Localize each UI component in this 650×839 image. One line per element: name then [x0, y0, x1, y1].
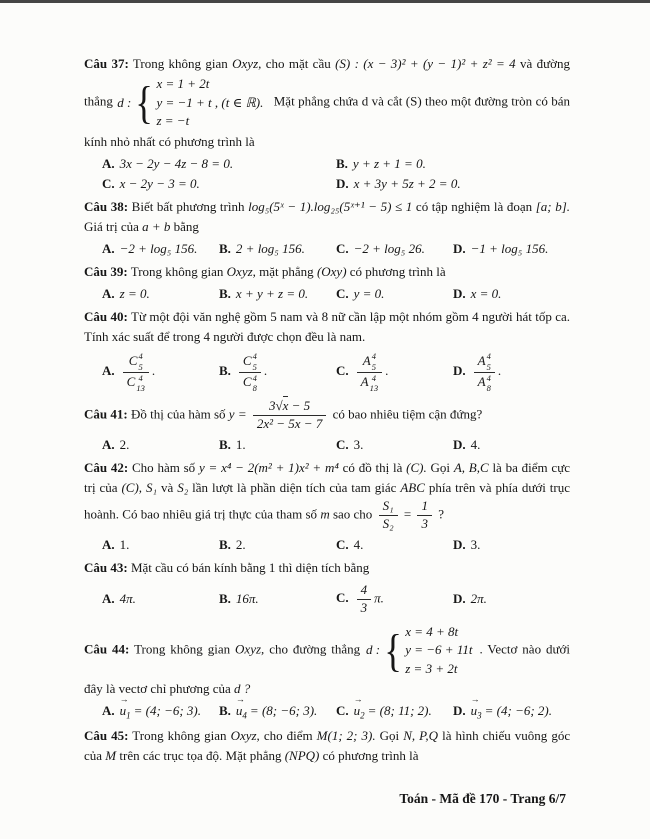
option-letter: D. — [453, 703, 466, 719]
option-letter: D. — [453, 436, 466, 452]
vector-arrow: → — [119, 694, 129, 705]
option-text: 2 + log₅ 156. — [235, 240, 305, 256]
option-b — [219, 437, 336, 453]
option-letter: C. — [102, 175, 115, 191]
vector-letter: u — [119, 703, 127, 719]
option-letter: B. — [219, 436, 231, 452]
subscript: 8 — [486, 382, 491, 393]
options-row — [84, 694, 570, 721]
vector-arrow: → — [353, 694, 363, 705]
math-expression: Oxyz, — [235, 641, 265, 657]
combination-scripts — [138, 351, 142, 371]
combination-symbol — [243, 351, 257, 371]
equation-system — [117, 75, 263, 130]
combination-scripts — [253, 373, 257, 393]
combination-letter: C — [126, 374, 136, 390]
options-row — [84, 286, 570, 302]
question-number: Câu 42: — [84, 459, 129, 475]
system-equations — [405, 623, 472, 678]
fraction — [357, 582, 372, 617]
statement-text: Trong không gian — [132, 56, 228, 71]
option-b — [219, 241, 336, 257]
statement-text: và — [160, 480, 174, 496]
system-variable-label: d : — [117, 94, 132, 110]
subscript: 13 — [136, 382, 145, 393]
question-number: Câu 38: — [84, 198, 129, 214]
option-d — [453, 437, 570, 453]
option-text: 3. — [353, 436, 364, 452]
math-expression: m — [320, 506, 330, 522]
statement-text: Gọi — [430, 459, 451, 475]
option-letter: B. — [219, 703, 231, 719]
system-equations — [156, 75, 263, 130]
combination-letter: C — [128, 353, 138, 369]
option-letter: D. — [453, 286, 466, 302]
option-d — [453, 591, 570, 607]
system-equation-line: x = 4 + 8t — [405, 623, 459, 639]
option-letter: D. — [453, 591, 466, 607]
question-statement — [84, 197, 570, 237]
combination-letter: C — [242, 374, 252, 390]
option-letter: C. — [336, 240, 349, 256]
math-expression: (NPQ) — [284, 748, 320, 764]
question-statement — [84, 262, 570, 282]
statement-text: Mặt cầu có bán kính bằng 1 thì diện tích bằng — [130, 559, 370, 575]
question-44 — [84, 622, 570, 721]
radicand: x — [282, 398, 289, 414]
superscript: 4 — [486, 351, 491, 362]
combination-symbol — [361, 373, 378, 393]
system-equation-line: y = −1 + t , (t ∈ ℝ). — [156, 94, 264, 110]
subscript: 8 — [252, 382, 257, 393]
statement-text: Gọi — [379, 727, 400, 743]
math-expression: [a; b]. — [535, 198, 571, 214]
fraction — [474, 351, 495, 393]
combination-letter: A — [360, 374, 369, 390]
statement-text: cho đường thẳng — [269, 641, 361, 657]
statement-text: có bao nhiêu tiệm cận đứng? — [332, 406, 483, 422]
option-letter: B. — [219, 286, 231, 302]
option-letter: D. — [453, 240, 466, 256]
math-expression: N, P,Q — [403, 727, 439, 743]
question-number: Câu 45: — [84, 727, 129, 743]
math-expression: − 5 — [291, 398, 311, 414]
option-c — [336, 537, 453, 553]
superscript: 4 — [486, 372, 491, 383]
option-b — [219, 537, 336, 553]
options-row — [84, 537, 570, 553]
math-expression: d ? — [234, 681, 251, 697]
fraction-numerator — [474, 351, 495, 371]
option-c — [336, 241, 453, 257]
option-a — [102, 591, 219, 607]
option-d — [453, 351, 570, 393]
option-text: x − 2y − 3 = 0. — [119, 175, 200, 191]
statement-text: và đường thẳng — [84, 56, 571, 109]
fraction-denominator: 3 — [357, 599, 372, 617]
question-number: Câu 37: — [84, 56, 129, 71]
option-text: −1 + log₅ 156. — [470, 240, 549, 256]
question-number: Câu 39: — [84, 263, 128, 279]
question-42 — [84, 458, 570, 553]
option-letter: B. — [219, 363, 231, 379]
combination-letter: A — [362, 353, 371, 369]
math-expression: 3 — [268, 398, 276, 414]
option-a — [102, 351, 219, 393]
system-brace: { — [384, 624, 403, 676]
option-letter: D. — [453, 363, 466, 379]
combination-scripts — [253, 351, 257, 371]
math-expression: (S) : (x − 3)² + (y − 1)² + z² = 4 — [335, 56, 516, 71]
fraction-denominator — [474, 372, 495, 393]
option-c — [336, 351, 453, 393]
combination-scripts — [487, 351, 491, 371]
option-b — [219, 694, 336, 721]
statement-text: ? — [438, 506, 444, 522]
statement-text: trên các trục tọa độ. Mặt phẳng — [119, 748, 282, 764]
option-text: = (4; −6; 2). — [484, 703, 553, 719]
vector-subscript: 3 — [477, 710, 482, 721]
option-b — [219, 286, 336, 302]
statement-text: Biết bất phương trình — [131, 198, 245, 214]
math-expression: (Oxy) — [316, 263, 347, 279]
system-variable-label: d : — [366, 642, 381, 658]
fraction-denominator — [123, 372, 149, 393]
statement-text: cho mặt cầu — [265, 56, 331, 71]
statement-text: có phương trình là — [349, 263, 446, 279]
statement-text: có phương trình là — [322, 748, 419, 764]
option-text: z = 0. — [119, 286, 150, 302]
system-equation-line: z = −t — [156, 113, 190, 129]
statement-text: Trong không gian — [132, 727, 227, 743]
vector-symbol — [119, 694, 129, 719]
equation-system — [366, 623, 472, 678]
vector-symbol — [470, 694, 480, 719]
option-text: 4. — [470, 436, 481, 452]
math-expression: M — [105, 748, 117, 764]
question-statement — [84, 398, 570, 433]
question-statement — [84, 558, 570, 578]
option-letter: A. — [102, 703, 115, 719]
fraction — [253, 398, 326, 433]
option-a — [102, 286, 219, 302]
fraction-numerator: S₁ — [382, 498, 394, 514]
questions-list — [84, 54, 570, 771]
combination-scripts — [372, 351, 376, 371]
superscript: 4 — [138, 351, 143, 362]
combination-symbol — [363, 351, 376, 371]
fraction-denominator — [357, 372, 382, 393]
math-expression: a + b — [142, 218, 171, 234]
option-letter: C. — [336, 536, 349, 552]
math-expression: y = x⁴ − 2(m² + 1)x² + m⁴ — [198, 459, 339, 475]
subscript: 5 — [486, 361, 491, 372]
statement-text: có tập nghiệm là đoạn — [415, 198, 533, 214]
statement-text: Mặt phẳng chứa d và cắt (S) theo một đường tròn có bán kính nhỏ nhất có phương trình là — [84, 93, 570, 149]
option-letter: C. — [336, 436, 349, 452]
statement-text: có đồ thị là — [342, 459, 403, 475]
option-text: . — [263, 363, 268, 379]
option-text: π. — [374, 590, 384, 606]
statement-text: cho điểm — [263, 727, 313, 743]
option-text: x = 0. — [470, 286, 502, 302]
option-letter: A. — [102, 363, 115, 379]
option-d — [453, 286, 570, 302]
option-d — [453, 241, 570, 257]
fraction — [417, 498, 432, 533]
option-letter: B. — [219, 240, 231, 256]
vector-subscript: 4 — [242, 710, 247, 721]
vector-letter: u — [353, 703, 361, 719]
question-number: Câu 44: — [84, 641, 130, 657]
option-text: 2. — [119, 436, 130, 452]
fraction-denominator: 2x² − 5x − 7 — [253, 415, 326, 433]
option-c — [336, 437, 453, 453]
fraction-denominator: 3 — [417, 515, 432, 533]
option-letter: A. — [102, 240, 115, 256]
option-letter: B. — [219, 536, 231, 552]
math-expression: M(1; 2; 3). — [316, 727, 376, 743]
fraction-numerator — [359, 351, 380, 371]
statement-text: Trong không gian — [130, 263, 224, 279]
option-b — [336, 156, 570, 172]
math-expression: (C). — [406, 459, 427, 475]
statement-text: sao cho — [332, 506, 373, 522]
question-statement — [84, 726, 570, 766]
combination-letter: C — [242, 353, 252, 369]
option-text: 2π. — [470, 591, 487, 607]
superscript: 4 — [252, 372, 257, 383]
math-expression: Oxyz, — [226, 263, 256, 279]
system-brace: { — [135, 77, 154, 129]
fraction — [379, 498, 398, 533]
question-41 — [84, 398, 570, 453]
options-row — [84, 351, 570, 393]
question-statement — [84, 622, 570, 700]
combination-letter: A — [477, 374, 486, 390]
fraction-numerator: 1 — [421, 498, 428, 514]
option-letter: A. — [102, 286, 115, 302]
question-40 — [84, 307, 570, 393]
statement-text: Cho hàm số — [132, 459, 196, 475]
statement-text: mặt phẳng — [259, 263, 314, 279]
superscript: 4 — [371, 351, 376, 362]
option-text: 3. — [470, 536, 481, 552]
page-top-border — [0, 0, 650, 3]
option-text: y + z + 1 = 0. — [352, 155, 426, 171]
subscript: 5 — [371, 361, 376, 372]
question-38 — [84, 197, 570, 257]
superscript: 4 — [371, 372, 376, 383]
option-text: . — [385, 363, 389, 379]
option-letter: C. — [336, 363, 349, 379]
option-text: 2. — [235, 536, 246, 552]
option-text: 3x − 2y − 4z − 8 = 0. — [119, 155, 234, 171]
option-letter: A. — [102, 591, 115, 607]
math-expression: Oxyz, — [232, 56, 262, 71]
fraction-numerator — [265, 398, 314, 415]
statement-text: là ba điểm cực trị của — [84, 459, 571, 496]
question-39 — [84, 262, 570, 302]
math-expression: log₅(5ˣ − 1).log₂₅(5ˣ⁺¹ − 5) ≤ 1 — [248, 198, 413, 214]
option-letter: D. — [453, 536, 466, 552]
option-letter: B. — [219, 591, 231, 607]
statement-text: bằng — [173, 218, 199, 234]
option-text: −2 + log₅ 26. — [353, 240, 425, 256]
option-text: = (8; −6; 3). — [249, 703, 318, 719]
option-c — [336, 694, 453, 721]
system-equation-line: z = 3 + 2t — [405, 660, 458, 676]
fraction-denominator — [239, 372, 261, 393]
math-expression: y = — [228, 406, 247, 422]
subscript: 5 — [138, 361, 143, 372]
options-row — [84, 582, 570, 617]
statement-text: lần lượt là phần diện tích của tam giác — [192, 480, 397, 496]
option-a — [102, 156, 336, 172]
question-37 — [84, 54, 570, 192]
vector-arrow: → — [470, 694, 480, 705]
option-a — [102, 537, 219, 553]
option-c — [336, 286, 453, 302]
options-row — [84, 241, 570, 257]
option-b — [219, 591, 336, 607]
statement-text: Từ một đội văn nghệ gồm 5 nam và 8 nữ cần lập một nhóm gồm 4 người hát tốp ca. Tính xác suất để trong 4 người được chọn đều là nam. — [84, 309, 571, 345]
question-statement — [84, 458, 570, 533]
option-letter: B. — [336, 155, 348, 171]
option-text: 1. — [119, 536, 130, 552]
fraction-numerator — [125, 351, 147, 371]
option-letter: A. — [102, 155, 115, 171]
option-a — [102, 437, 219, 453]
combination-letter: A — [477, 353, 486, 369]
vector-symbol — [235, 694, 245, 719]
fraction — [357, 351, 382, 393]
question-number: Câu 40: — [84, 309, 128, 325]
option-d — [453, 694, 570, 721]
option-letter: C. — [336, 703, 349, 719]
question-43 — [84, 558, 570, 617]
option-text: −2 + log₅ 156. — [119, 240, 198, 256]
statement-text: . Vectơ nào dưới đây là vectơ chỉ phương của — [84, 641, 571, 697]
fraction-numerator — [239, 351, 261, 371]
statement-text: Giá trị của — [84, 218, 139, 234]
superscript: 4 — [138, 372, 143, 383]
vector-arrow: → — [235, 694, 245, 705]
math-expression: S₁ — [146, 480, 158, 496]
math-expression: A, B,C — [453, 459, 489, 475]
fraction-denominator: S₂ — [379, 515, 398, 533]
superscript: 4 — [252, 351, 257, 362]
vector-letter: u — [235, 703, 243, 719]
question-statement — [84, 54, 570, 152]
option-text: = (8; 11; 2). — [367, 703, 432, 719]
option-text: x + y + z = 0. — [235, 286, 309, 302]
option-letter: D. — [336, 175, 349, 191]
option-letter: C. — [336, 590, 349, 606]
vector-letter: u — [470, 703, 478, 719]
statement-text: phía trên và phía dưới trục hoành. Có bao nhiêu giá trị thực của tham số — [84, 480, 570, 522]
question-45 — [84, 726, 570, 766]
combination-scripts — [136, 373, 145, 393]
question-statement — [84, 307, 570, 347]
statement-text: là hình chiếu vuông góc của — [84, 727, 571, 764]
option-c — [336, 582, 453, 617]
option-text: 4. — [353, 536, 364, 552]
fraction — [123, 351, 149, 393]
math-expression: = — [403, 506, 412, 522]
option-b — [219, 351, 336, 393]
subscript: 5 — [252, 361, 257, 372]
option-text: 4π. — [119, 591, 136, 607]
option-text: . — [497, 363, 502, 379]
option-text: = (4; −6; 3). — [133, 703, 202, 719]
system-equation-line: y = −6 + 11t — [405, 642, 473, 658]
vector-symbol — [353, 694, 363, 719]
combination-symbol — [243, 373, 257, 393]
option-a — [102, 241, 219, 257]
option-text: . — [151, 363, 156, 379]
question-number: Câu 41: — [84, 406, 128, 422]
fraction-numerator: 4 — [360, 582, 368, 598]
combination-symbol — [127, 373, 145, 393]
combination-symbol — [478, 351, 491, 371]
option-d — [453, 537, 570, 553]
option-letter: C. — [336, 286, 349, 302]
vector-subscript: 2 — [360, 710, 365, 721]
combination-symbol — [478, 373, 491, 393]
math-expression: Oxyz, — [230, 727, 260, 743]
option-text: y = 0. — [353, 286, 385, 302]
combination-scripts — [487, 373, 491, 393]
statement-text: Đồ thị của hàm số — [130, 406, 226, 422]
option-letter: A. — [102, 536, 115, 552]
option-text: x + 3y + 5z + 2 = 0. — [353, 175, 461, 191]
option-text: 1. — [235, 436, 246, 452]
vector-subscript: 1 — [126, 710, 131, 721]
sqrt-sign: √ — [275, 398, 283, 414]
option-text: 16π. — [235, 591, 259, 607]
subscript: 13 — [369, 382, 379, 393]
options-row — [84, 437, 570, 453]
fraction — [239, 351, 261, 393]
options-row — [84, 156, 570, 172]
option-c — [102, 176, 336, 192]
combination-symbol — [129, 351, 143, 371]
combination-scripts — [370, 373, 379, 393]
math-expression: (C), — [121, 480, 143, 496]
statement-text: Trong không gian — [134, 641, 231, 657]
option-letter: A. — [102, 436, 115, 452]
option-a — [102, 694, 219, 721]
math-expression: ABC — [400, 480, 425, 496]
page-footer: Toán - Mã đề 170 - Trang 6/7 — [399, 791, 566, 806]
options-row — [84, 176, 570, 192]
math-expression: S₂ — [177, 480, 189, 496]
system-equation-line: x = 1 + 2t — [156, 76, 210, 92]
option-d — [336, 176, 570, 192]
question-number: Câu 43: — [84, 559, 128, 575]
